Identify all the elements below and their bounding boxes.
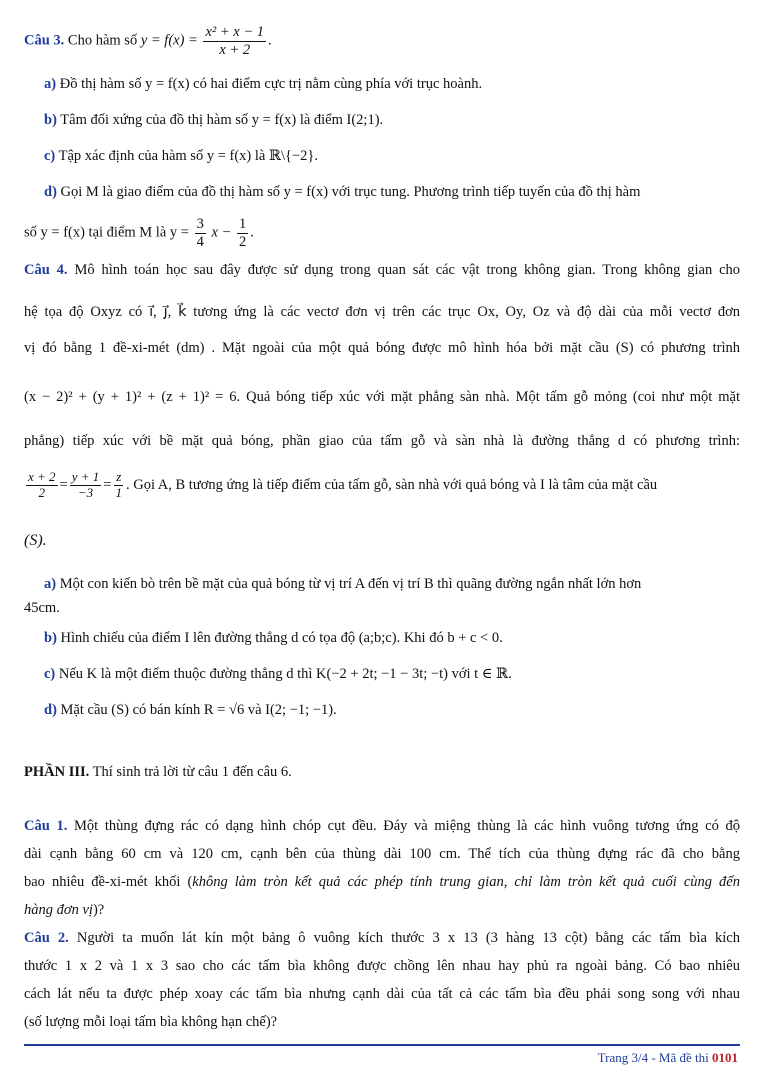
option-d-text: Mặt cầu (S) có bán kính R = √6 và I(2; −1; −1). — [60, 702, 337, 718]
fraction-denominator: 2 — [238, 233, 247, 250]
option-a-text: Một con kiến bò trên bề mặt của quả bóng từ vị trí A đến vị trí B thì quãng đường ngắn nhất lớn hơn — [59, 576, 642, 592]
q4-fraction-x — [26, 470, 58, 501]
p1-line-2: dài cạnh bằng 60 cm và 120 cm, cạnh bên của thùng dài 100 cm. Thể tích của thùng đựng rác đã cho bằng — [24, 846, 740, 862]
q4-text-6: . Gọi A, B tương ứng là tiếp điểm của tấm gỗ, sàn nhà với quả bóng và I là tâm của mặt cầu — [125, 476, 658, 493]
fraction-numerator: 1 — [238, 216, 247, 232]
option-c-text: Tập xác định của hàm số y = f(x) là ℝ\{−2}. — [58, 148, 318, 164]
option-d-mid: x − — [211, 224, 232, 241]
fraction-numerator: x + 2 — [28, 469, 56, 484]
q4-line-7: (S). — [24, 532, 47, 549]
q3-label: Câu 3. — [24, 32, 65, 49]
q4-line-2: hệ tọa độ Oxyz có i⃗, j⃗, k⃗ tương ứng là các vectơ đơn vị trên các trục Ox, Oy, Oz và độ dài của mỗi vectơ đơn — [24, 304, 740, 320]
option-b-label: b) — [44, 112, 57, 128]
p1-text-4b: )? — [92, 902, 105, 918]
q4-line-3: vị đó bằng 1 đề-xi-mét (dm) . Mặt ngoài của một quả bóng được mô hình hóa bởi mặt cầu (S) có phương trình — [24, 340, 740, 356]
p1-line-3 — [24, 874, 740, 891]
fraction-numerator: y + 1 — [71, 469, 100, 484]
q4-fraction-y — [70, 470, 102, 501]
option-b-label: b) — [44, 630, 57, 646]
p2-text-1: Người ta muốn lát kín một bảng ô vuông kích thước 3 x 13 (3 hàng 13 cột) bằng các tấm bìa kích — [76, 930, 740, 946]
footer-divider — [24, 1044, 740, 1046]
q3-option-b — [44, 112, 740, 129]
q4-option-a — [44, 576, 740, 593]
fraction-denominator: 2 — [38, 484, 46, 500]
q4-label: Câu 4. — [24, 262, 68, 278]
q3-option-d-cont — [24, 216, 740, 250]
exam-code: 0101 — [712, 1050, 738, 1065]
page-footer — [598, 1050, 738, 1066]
q3-d-fraction-2 — [237, 216, 248, 250]
option-a-label: a) — [44, 76, 57, 92]
p1-text-3a: bao nhiêu đề-xi-mét khối ( — [24, 874, 193, 890]
q3-intro: Cho hàm số — [67, 32, 138, 49]
fraction-denominator: 4 — [196, 233, 204, 250]
option-d-text: Gọi M là giao điểm của đồ thị hàm số y = f(x) với trục tung. Phương trình tiếp tuyến của đồ thị hàm — [60, 184, 641, 200]
q3-fraction — [203, 24, 266, 58]
fraction-denominator: 1 — [115, 484, 122, 500]
q3-option-c — [44, 148, 740, 165]
option-d-label: d) — [44, 184, 57, 200]
q3-numerator: x² + x − 1 — [205, 24, 265, 40]
p1-text-1: Một thùng đựng rác có dạng hình chóp cụt đều. Đáy và miệng thùng là các hình vuông tương ứng có độ — [74, 818, 741, 834]
p2-line-4: (số lượng mỗi loại tấm bìa không hạn chế)? — [24, 1014, 278, 1030]
part3-heading — [24, 764, 740, 781]
p1-label: Câu 1. — [24, 818, 68, 834]
option-d-text-2: số y = f(x) tại điểm M là y = — [24, 224, 189, 241]
p2-label: Câu 2. — [24, 930, 69, 946]
option-b-text: Hình chiếu của điểm I lên đường thẳng d có tọa độ (a;b;c). Khi đó b + c < 0. — [60, 630, 503, 646]
q3-d-fraction-1 — [195, 216, 206, 250]
q3-function: y = f(x) = — [140, 32, 198, 49]
part3-text: Thí sinh trả lời từ câu 1 đến câu 6. — [92, 764, 292, 780]
q4-line-5: phẳng) tiếp xúc với bề mặt quả bóng, phần giao của tấm gỗ và sàn nhà là đường thẳng d có phương trình: — [24, 433, 740, 449]
p1-line-1 — [24, 818, 740, 835]
p1-text-3b: không làm tròn kết quả các phép tính trung gian, chỉ làm tròn kết quả cuối cùng đến — [192, 874, 740, 890]
q4-line-4: (x − 2)² + (y + 1)² + (z + 1)² = 6. Quả bóng tiếp xúc với mặt phẳng sàn nhà. Một tấm gỗ mỏng (coi như một mặt — [24, 389, 740, 405]
option-a-label: a) — [44, 576, 57, 592]
q4-fraction-z — [113, 470, 124, 501]
q4-text-1: Mô hình toán học sau đây được sử dụng trong quan sát các vật trong không gian. Trong không gian cho — [74, 262, 741, 278]
p2-line-3: cách lát nếu ta được phép xoay các tấm bìa nhưng cạnh dài của tất cả các tấm bìa đều phải song song với nhau — [24, 986, 740, 1002]
q3-denominator: x + 2 — [219, 41, 251, 58]
q3-option-d — [44, 184, 740, 201]
p1-text-4a: hàng đơn vị — [24, 902, 93, 918]
option-c-label: c) — [44, 666, 56, 682]
option-d-end: . — [250, 224, 254, 241]
q3-heading: Câu 3. Cho hàm số y = f(x) = $\frac{\text{x² + x − 1}}{x + 2}$ . — [24, 24, 272, 58]
fraction-numerator: z — [116, 469, 122, 484]
q4-option-d — [44, 702, 740, 719]
q4-line-6: $\frac{x + 2}{2}$ = $\frac{y + 1}{-3}$ = $\frac{z}{1}$ . Gọi A, B tương ứng là tiếp điểm của tấm gỗ, sàn nhà với quả bóng và I là tâm của mặt cầu — [28, 469, 658, 500]
footer-text: Trang 3/4 - Mã đề thi — [597, 1050, 709, 1065]
q4-option-c — [44, 666, 740, 683]
p2-line-2: thước 1 x 2 và 1 x 3 sao cho các tấm bìa không được chồng lên nhau hay phủ ra ngoài bảng. Có bao nhiêu — [24, 958, 740, 974]
q4-option-b — [44, 630, 740, 647]
part3-label: PHẦN III. — [24, 764, 90, 780]
p2-line-1 — [24, 930, 740, 947]
q4-option-a-cont: 45cm. — [24, 600, 60, 616]
q4-line-1 — [24, 262, 740, 279]
fraction-numerator: 3 — [196, 216, 204, 232]
option-d-label: d) — [44, 702, 57, 718]
fraction-denominator: −3 — [77, 484, 94, 500]
option-b-text: Tâm đối xứng của đồ thị hàm số y = f(x) là điểm I(2;1). — [60, 112, 384, 128]
q3-option-a — [44, 76, 740, 93]
p1-line-4 — [24, 902, 740, 919]
option-c-text: Nếu K là một điểm thuộc đường thẳng d thì K(−2 + 2t; −1 − 3t; −t) với t ∈ ℝ. — [58, 666, 512, 682]
option-a-text: Đồ thị hàm số y = f(x) có hai điểm cực trị nằm cùng phía với trục hoành. — [59, 76, 483, 92]
option-c-label: c) — [44, 148, 56, 164]
